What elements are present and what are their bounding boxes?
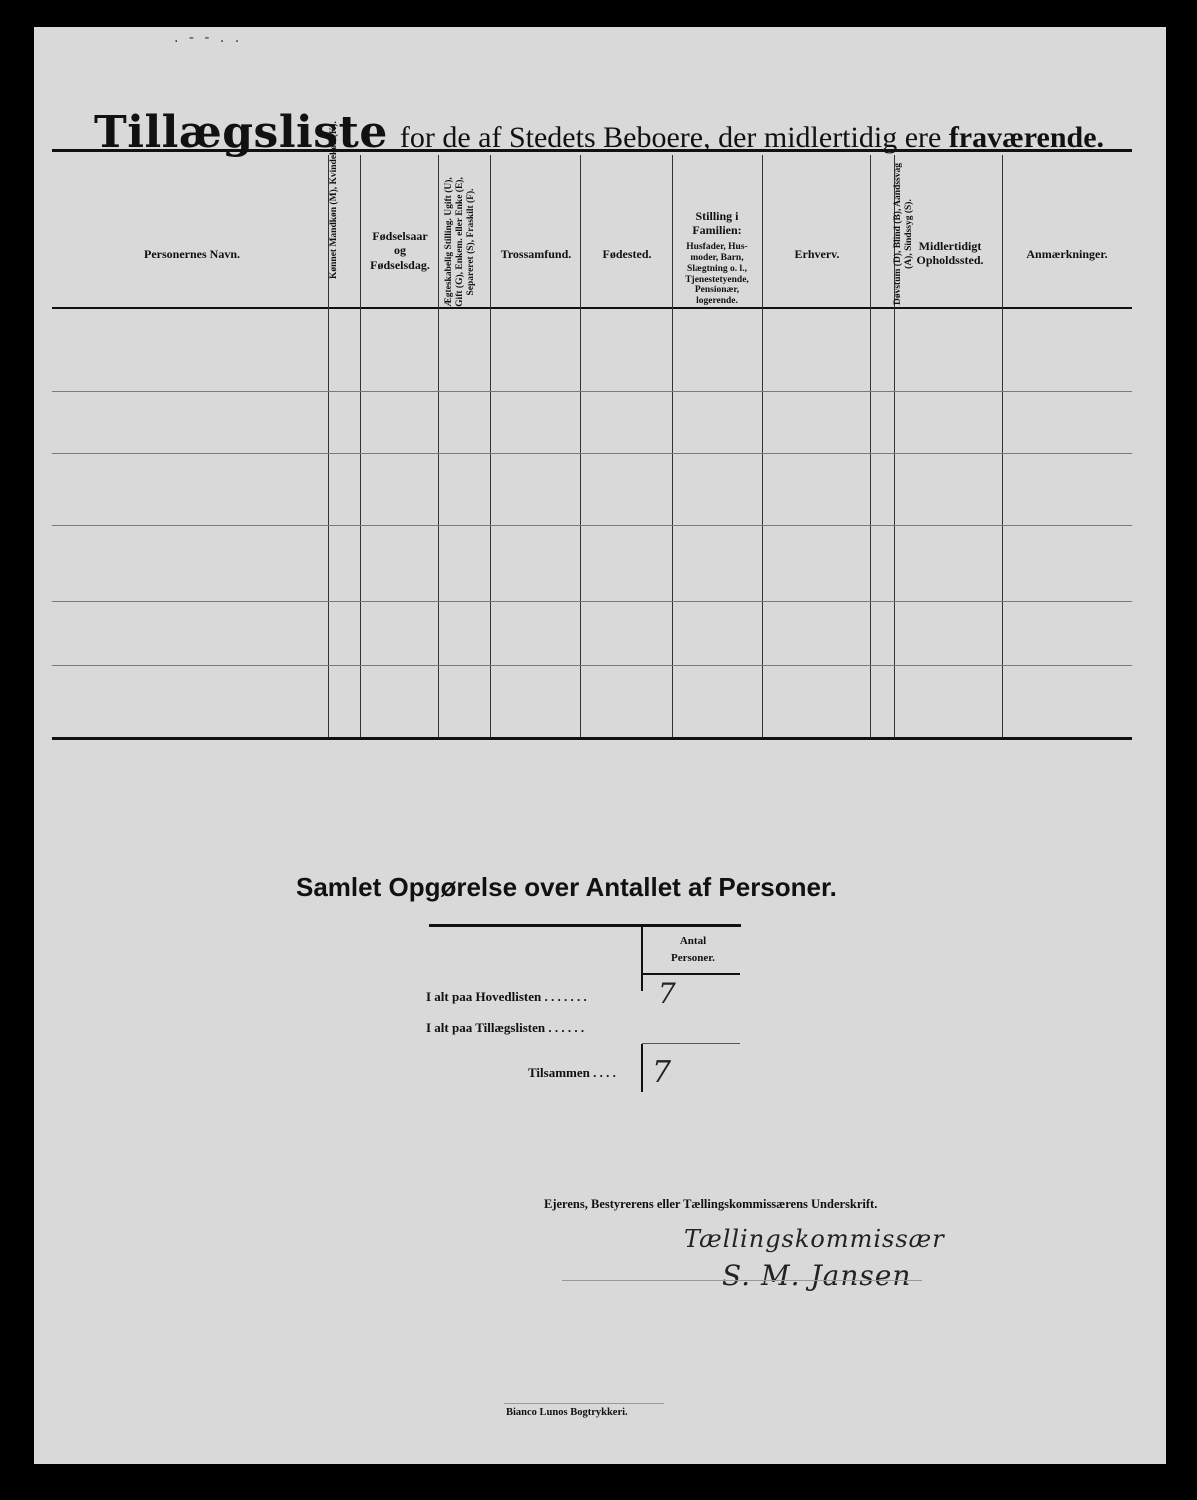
table-header-rule [52, 307, 1132, 309]
row-divider [52, 601, 1132, 602]
col-divider [762, 155, 763, 737]
header-anmaerkninger: Anmærkninger. [1026, 247, 1108, 261]
census-form-page [34, 27, 1166, 1464]
signature-handwritten-title: Tællingskommissær [684, 1225, 945, 1253]
header-fodselsaar [362, 229, 438, 272]
form-title-bold: fraværende. [948, 121, 1105, 154]
summary-top-rule [429, 924, 741, 927]
row-divider [52, 525, 1132, 526]
col-divider [360, 155, 361, 737]
signature-line [562, 1280, 922, 1281]
summary-total-label: Tilsammen . . . . [528, 1065, 616, 1080]
form-title-main: Tillægsliste [94, 107, 388, 158]
antal-header-line: Personer. [671, 951, 715, 964]
header-trossamfund: Trossamfund. [500, 247, 572, 261]
table-bottom-rule [52, 737, 1132, 740]
form-title-plain: for de af Stedets Beboere, der midlertidig ere [399, 121, 942, 154]
header-aegteskab: Ægteskabelig Stilling. Ugift (U), Gift (G), Enkem. eller Enke (E), Separeret (S), Fraskilt (F). [444, 177, 476, 307]
table-top-rule [52, 149, 1132, 152]
printer-rule [504, 1403, 664, 1404]
header-stilling-subline: logerende. [696, 296, 738, 307]
col-divider [1002, 155, 1003, 737]
header-navn: Personernes Navn. [144, 247, 240, 261]
summary-tillaeg-label: I alt paa Tillægslisten . . . . . . [426, 1020, 585, 1035]
header-opholdssted [898, 239, 1002, 268]
header-opholdssted-line: Opholdssted. [916, 253, 984, 268]
header-stilling-subline: Pensionær, [694, 285, 740, 296]
header-erhverv: Erhverv. [794, 247, 840, 261]
summary-antal-header [646, 933, 740, 966]
header-fodselsaar-line: Fødselsdag. [370, 257, 430, 272]
header-stilling-line: Familien: [692, 223, 742, 238]
header-stilling-subline: moder, Barn, [690, 252, 744, 263]
header-dovstum: Døvstum (D), Blind (B), Aandssvag (A), Sindssyg (S). [893, 163, 914, 305]
col-divider [490, 155, 491, 737]
summary-hoved-label: I alt paa Hovedlisten . . . . . . . [426, 989, 587, 1004]
summary-divider [641, 1044, 643, 1092]
antal-header-line: Antal [679, 935, 707, 947]
header-stilling-line: Stilling i [695, 209, 739, 223]
summary-hoved-value: 7 [658, 977, 676, 1010]
scan-marks: . - - . . [174, 30, 243, 46]
header-stilling-subline: Husfader, Hus- [686, 241, 748, 252]
row-divider [52, 453, 1132, 454]
col-divider [870, 155, 871, 737]
summary-divider [641, 925, 643, 991]
header-fodselsaar-line: og [394, 243, 406, 258]
printer-imprint: Bianco Lunos Bogtrykkeri. [506, 1407, 628, 1418]
header-fodselsaar-line: Fødselsaar [372, 229, 428, 243]
header-stilling-subline: Slægtning o. l., [687, 263, 747, 274]
header-stilling [672, 209, 762, 307]
signature-handwritten-name: S. M. Jansen [722, 1259, 912, 1292]
row-divider [52, 391, 1132, 392]
header-opholdssted-line: Midlertidigt [918, 239, 982, 253]
col-divider [438, 155, 439, 737]
col-divider [580, 155, 581, 737]
header-kjonnet: Kønnet Mandkøn (M), Kvindekøn (K). [329, 121, 339, 279]
signature-label: Ejerens, Bestyrerens eller Tællingskommissærens Underskrift. [544, 1197, 878, 1211]
header-stilling-subline: Tjenestetyende, [685, 274, 749, 285]
summary-header-rule [642, 973, 740, 975]
header-stilling-sub [672, 242, 762, 308]
row-divider [52, 665, 1132, 666]
summary-title: Samlet Opgørelse over Antallet af Personer. [296, 872, 837, 902]
summary-total-value: 7 [652, 1055, 672, 1090]
summary-total-rule [642, 1043, 740, 1044]
header-fodested: Fødested. [602, 247, 652, 261]
